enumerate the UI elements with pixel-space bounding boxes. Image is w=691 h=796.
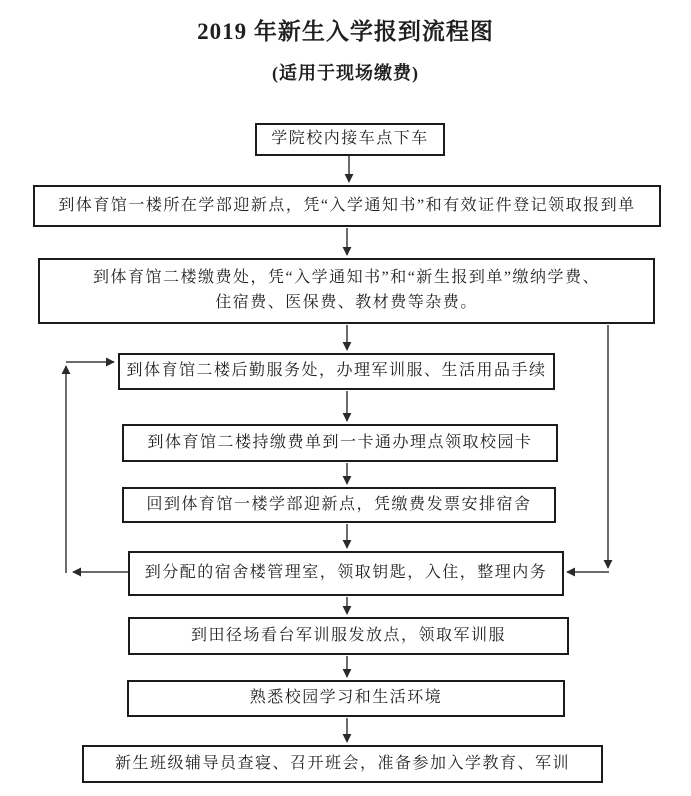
- step-box-1: [255, 123, 445, 156]
- step-label: 回到体育馆一楼学部迎新点，凭缴费发票安排宿舍: [146, 495, 532, 513]
- step-box-5: [122, 424, 558, 462]
- step-label: 到田径场看台军训服发放点，领取军训服: [190, 626, 506, 644]
- step-label-line1: 到体育馆二楼缴费处，凭“入学通知书”和“新生报到单”缴纳学费、: [93, 269, 600, 287]
- step-box-6: [122, 487, 556, 523]
- step-label: 到体育馆二楼后勤服务处，办理军训服、生活用品手续: [126, 362, 547, 380]
- step-box-3: [38, 258, 655, 324]
- page-title: 2019 年新生入学报到流程图: [197, 19, 494, 44]
- step-label: 学院校内接车点下车: [271, 130, 429, 148]
- step-label: 到体育馆一楼所在学部迎新点，凭“入学通知书”和有效证件登记领取报到单: [58, 196, 636, 214]
- step-box-8: [128, 617, 569, 655]
- step-box-7: [128, 551, 564, 596]
- page-subtitle: (适用于现场缴费): [272, 63, 419, 83]
- step-label: 到体育馆二楼持缴费单到一卡通办理点领取校园卡: [147, 433, 533, 451]
- step-label: 新生班级辅导员查寝、召开班会，准备参加入学教育、军训: [114, 754, 570, 772]
- step-label: 熟悉校园学习和生活环境: [249, 689, 443, 707]
- step-label: 到分配的宿舍楼管理室，领取钥匙，入住，整理内务: [144, 564, 548, 582]
- step-label-line2: 住宿费、医保费、教材费等杂费。: [215, 294, 478, 311]
- step-box-2: [33, 185, 661, 227]
- step-box-4: [118, 353, 555, 390]
- step-box-9: [127, 680, 565, 717]
- step-box-10: [82, 745, 603, 783]
